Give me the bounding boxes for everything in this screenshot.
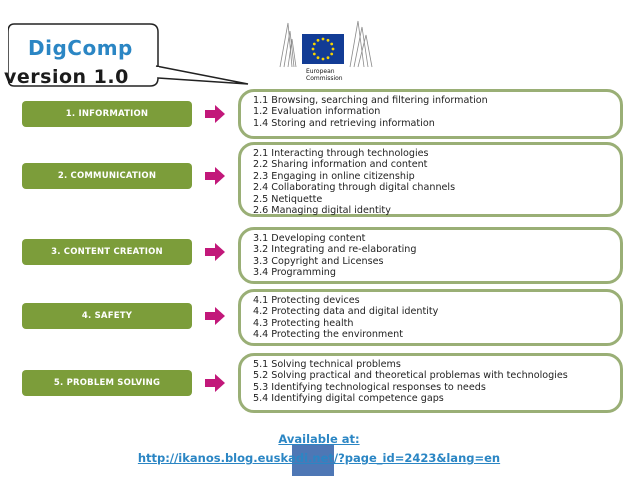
competence-item: 5.4 Identifying digital competence gaps [253, 393, 444, 405]
available-at-text: Available at: [278, 432, 360, 446]
competence-box-problem-solving [238, 353, 623, 413]
eu-flag-icon [302, 34, 344, 64]
competence-box-communication [238, 142, 623, 217]
competence-box-content-creation [238, 227, 623, 284]
competence-item: 5.1 Solving technical problems [253, 359, 401, 370]
callout-title: DigComp [28, 36, 133, 60]
area-problem-solving: 5. PROBLEM SOLVING [22, 370, 192, 396]
eu-stars-icon [302, 34, 344, 64]
arrow-right-icon [204, 165, 226, 187]
arrow-right-icon [204, 241, 226, 263]
competence-item: 5.3 Identifying technological responses to needs [253, 381, 486, 393]
competence-box-safety [238, 289, 623, 346]
competence-item: 3.2 Integrating and re-elaborating [253, 244, 417, 256]
logo-line-1: European [306, 68, 335, 75]
source-link[interactable]: http://ikanos.blog.euskadi.net/?page_id=2423&lang=en [137, 451, 501, 465]
competence-item: 3.3 Copyright and Licenses [253, 255, 384, 267]
competence-item: 2.5 Netiquette [253, 193, 323, 205]
competence-item: 2.2 Sharing information and content [253, 159, 428, 171]
competence-item: 2.4 Collaborating through digital channels [253, 182, 456, 194]
competence-item: 1.2 Evaluation information [253, 106, 381, 118]
competence-item: 3.4 Programming [253, 267, 336, 279]
competence-box-information [238, 89, 623, 139]
area-safety: 4. SAFETY [22, 303, 192, 329]
area-content-creation: 3. CONTENT CREATION [22, 239, 192, 265]
area-information: 1. INFORMATION [22, 101, 192, 127]
logo-line-2: Commission [306, 75, 343, 82]
commission-wordmark [306, 68, 343, 82]
competence-item: 5.2 Solving practical and theoretical problemas with technologies [253, 370, 568, 382]
competence-item: 4.4 Protecting the environment [253, 329, 404, 341]
area-communication: 2. COMMUNICATION [22, 163, 192, 189]
competence-item: 1.4 Storing and retrieving information [253, 117, 435, 129]
available-at-label [0, 432, 638, 446]
competence-item: 1.1 Browsing, searching and filtering information [253, 95, 488, 106]
competence-item: 4.1 Protecting devices [253, 295, 360, 306]
competence-item: 2.1 Interacting through technologies [253, 148, 429, 159]
callout-version: version 1.0 [4, 66, 129, 88]
competence-item: 2.3 Engaging in online citizenship [253, 170, 415, 182]
competence-item: 4.2 Protecting data and digital identity [253, 306, 439, 318]
arrow-right-icon [204, 305, 226, 327]
arrow-right-icon [204, 103, 226, 125]
competence-item: 2.6 Managing digital identity [253, 205, 391, 217]
arrow-right-icon [204, 372, 226, 394]
competence-item: 3.1 Developing content [253, 233, 366, 244]
competence-item: 4.3 Protecting health [253, 317, 354, 329]
